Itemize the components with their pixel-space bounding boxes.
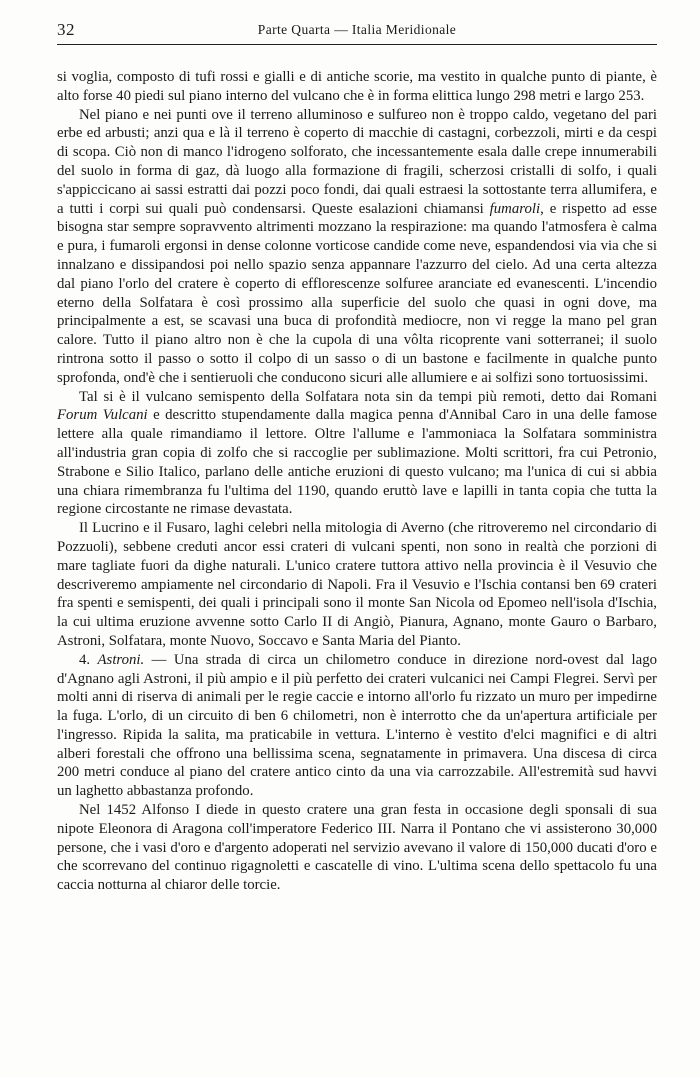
paragraph-text: Tal si è il vulcano semispento della Solfatara nota sin da tempi più remoti, detto dai Romani <box>79 388 657 405</box>
paragraph-lucrino-fusaro <box>57 519 657 651</box>
paragraph-text: e descritto stupendamente dalla magica penna d'Annibal Caro in una delle famose lettere alla quale rimandiamo il lettore. Oltre l'allume e l'ammoniaca la Solfatara somministra all'industria gran copia di zolfo che si raccoglie per sublimazione. Molti scrittori, fra cui Petronio, Strabone e Silio Italico, parlano delle antiche eruzioni di questo vulcano; ma l'unica di cui si abbia una chiara rimembranza fu l'ultima del 1190, quando eruttò lave e lapilli in tanta copia che tutta la regione circostante ne rimase devastata. <box>57 407 657 518</box>
paragraph-festa-1452 <box>57 801 657 895</box>
paragraph-astroni <box>57 651 657 801</box>
running-head <box>57 20 657 42</box>
paragraph-text: si voglia, composto di tufi rossi e gialli e di antiche scorie, ma vestito in qualche punto di piante, è alto forse 40 piedi sul piano interno del vulcano che è in forma elittica lungo 298 metri e largo 253. <box>57 69 657 104</box>
italic-term: Forum Vulcani <box>57 407 148 424</box>
paragraph-text: Nel 1452 Alfonso I diede in questo cratere una gran festa in occasione degli sponsali di sua nipote Eleonora di Aragona coll'imperatore Federico III. Narra il Pontano che vi assisterono 30,000 persone, che i vasi d'oro e d'argento adoperati nel servizio avevano il valore di 150,000 ducati d'oro e che scorrevano del continuo rigagnoletti e cascatelle di vino. L'ultima scena dello spettacolo fu una caccia notturna al chiaror delle torcie. <box>57 802 657 894</box>
paragraph-forum-vulcani <box>57 388 657 520</box>
paragraph-text: — Una strada di circa un chilometro conduce in direzione nord-ovest dal lago d'Agnano agli Astroni, il più ampio e il più perfetto dei crateri vulcanici nei Campi Flegrei. Servì per molti anni di riserva di animali per le regie caccie e intorno all'orlo fu rizzato un muro per impedirne la fuga. L'orlo, di un circuito di ben 6 chilometri, non è interrotto che da un'apertura artificiale per l'ingresso. Ripida la salita, ma praticabile in vettura. L'interno è vestito d'elci magnifici e di altri alberi forestali che offrono una bellissima scena, segnatamente in primavera. Una discesa di circa 200 metri conduce al piano del cratere antico cinto da una via carrozzabile. All'estremità sud havvi un laghetto abbastanza profondo. <box>57 651 657 800</box>
section-heading: Astroni. <box>97 651 145 668</box>
body-text <box>57 68 657 895</box>
paragraph-continuation <box>57 68 657 106</box>
section-number: 4. <box>79 651 91 668</box>
paragraph-solfatara-plain <box>57 106 657 388</box>
paragraph-text: Nel piano e nei punti ove il terreno alluminoso e sulfureo non è troppo caldo, vegetano del pari erbe ed arbusti; anzi qua e là il terreno è coperto di macchie di castagni, corbezzoli, mirti e da cespi di scopa. Ciò non di manco l'idrogeno solforato, che incessantemente esala dalle crepe innumerabili del suolo in forma di gaz, dà luogo alla formazione di fragili, scherzosi cristalli di solfo, i quali s'appiccicano ai sassi estratti dai pozzi poco fondi, dai quali estraesi la sottostante terra allumifera, e a tutti i corpi sui quali può condensarsi. Queste esalazioni chiamansi <box>57 106 657 217</box>
running-title: Parte Quarta — Italia Meridionale <box>257 22 457 37</box>
page-number: 32 <box>57 20 75 39</box>
italic-term: fumaroli <box>489 200 541 217</box>
header-rule <box>57 44 657 45</box>
paragraph-text: Il Lucrino e il Fusaro, laghi celebri nella mitologia di Averno (che ritroveremo nel circondario di Pozzuoli), sebbene creduti ancor essi crateri di vulcani spenti, non sono in realtà che porzioni di mare tagliate fuori da dighe naturali. L'unico cratere tuttora attivo nella provincia è il Vesuvio che descriveremo ampiamente nel circondario di Napoli. Fra il Vesuvio e l'Ischia contansi ben 69 crateri fra spenti e semispenti, dei quali i principali sono il monte San Nicola od Epomeo nell'isola d'Ischia, la cui ultima eruzione avvenne sotto Carlo II di Angiò, Pianura, Agnano, monte Gauro o Barbaro, Astroni, Solfatara, monte Nuovo, Soccavo e Santa Maria del Pianto. <box>57 520 657 649</box>
paragraph-text: , e rispetto ad esse bisogna star sempre sopravvento altrimenti mozzano la respirazione: ma quando l'atmosfera è calma e pura, i fumaroli ergonsi in dense colonne vorticose candide come neve, espandendosi via via che si innalzano e dissipandosi poi nello spazio senza appannare l'azzurro del cielo. Ad una certa altezza dal piano l'orlo del cratere è coperto di efflorescenze solfuree aranciate ed evanescenti. L'incendio eterno della Solfatara è così prossimo alla superficie del suolo che quasi in ogni dove, ma principalmente a est, se scavasi una buca di profondità mediocre, non vi regge la mano pel gran calore. Tutto il piano altro non è che la cupola di una vôlta ricoprente vani sotterranei; il suolo rintrona sotto il passo o sotto il colpo di un sasso o di un bastone e facilmente in qualche punto sprofonda, ond'è che i sentieruoli che conducono sicuri alle allumiere e ai solfizi sono tortuosissimi. <box>57 200 657 386</box>
